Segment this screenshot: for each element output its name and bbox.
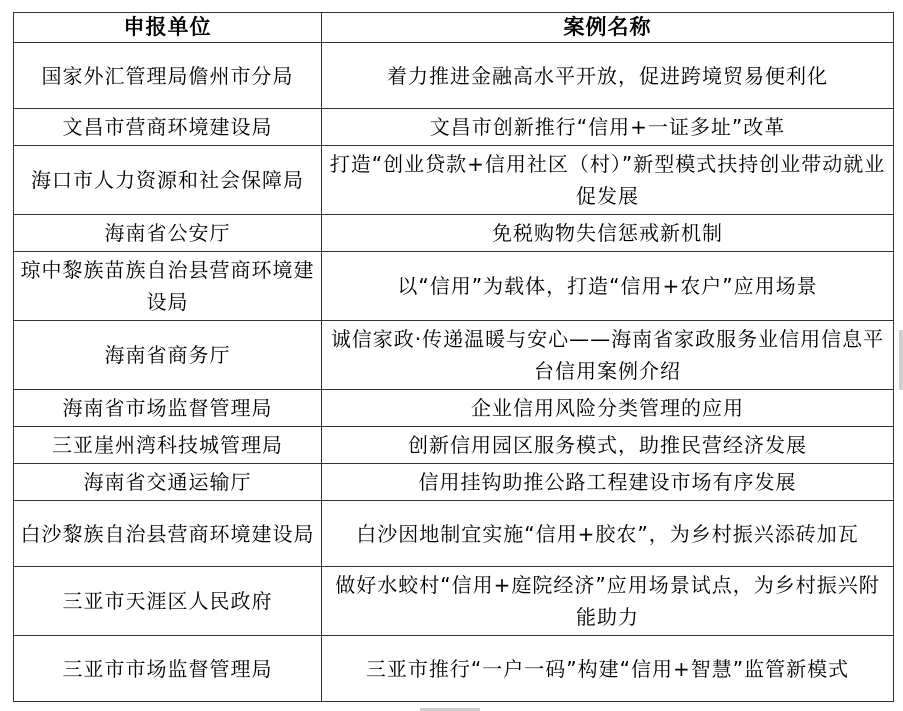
unit-cell: 三亚市天涯区人民政府 (14, 567, 322, 636)
case-cell: 创新信用园区服务模式，助推民营经济发展 (322, 427, 894, 464)
table-row (14, 321, 894, 390)
case-cell: 打造“创业贷款+信用社区（村）”新型模式扶持创业带动就业促发展 (322, 146, 894, 215)
table-row (14, 146, 894, 215)
table-header-row (14, 13, 894, 43)
table-row (14, 215, 894, 252)
unit-cell: 海南省公安厅 (14, 215, 322, 252)
case-cell: 白沙因地制宜实施“信用+胶农”，为乡村振兴添砖加瓦 (322, 501, 894, 567)
table-row (14, 252, 894, 321)
table-row (14, 109, 894, 146)
header-case: 案例名称 (322, 13, 894, 43)
case-cell: 信用挂钩助推公路工程建设市场有序发展 (322, 464, 894, 501)
table-row (14, 501, 894, 567)
unit-cell: 海南省商务厅 (14, 321, 322, 390)
unit-cell: 琼中黎族苗族自治县营商环境建设局 (14, 252, 322, 321)
table-row (14, 427, 894, 464)
unit-cell: 文昌市营商环境建设局 (14, 109, 322, 146)
unit-cell: 三亚市市场监督管理局 (14, 636, 322, 702)
case-cell: 着力推进金融高水平开放，促进跨境贸易便利化 (322, 43, 894, 109)
unit-cell: 国家外汇管理局儋州市分局 (14, 43, 322, 109)
edge-scroll-indicator (899, 330, 903, 390)
table-row (14, 567, 894, 636)
case-cell: 三亚市推行“一户一码”构建“信用+智慧”监管新模式 (322, 636, 894, 702)
unit-cell: 海南省交通运输厅 (14, 464, 322, 501)
unit-cell: 海南省市场监督管理局 (14, 390, 322, 427)
case-cell: 做好水蛟村“信用+庭院经济”应用场景试点，为乡村振兴附能助力 (322, 567, 894, 636)
table-row (14, 390, 894, 427)
table-row (14, 636, 894, 702)
case-table (13, 12, 894, 702)
unit-cell: 三亚崖州湾科技城管理局 (14, 427, 322, 464)
case-cell: 企业信用风险分类管理的应用 (322, 390, 894, 427)
unit-cell: 白沙黎族自治县营商环境建设局 (14, 501, 322, 567)
unit-cell: 海口市人力资源和社会保障局 (14, 146, 322, 215)
header-unit: 申报单位 (14, 13, 322, 43)
case-cell: 诚信家政·传递温暖与安心——海南省家政服务业信用信息平台信用案例介绍 (322, 321, 894, 390)
case-cell: 免税购物失信惩戒新机制 (322, 215, 894, 252)
table-row (14, 43, 894, 109)
case-cell: 文昌市创新推行“信用+一证多址”改革 (322, 109, 894, 146)
table-row (14, 464, 894, 501)
case-cell: 以“信用”为载体，打造“信用+农户”应用场景 (322, 252, 894, 321)
